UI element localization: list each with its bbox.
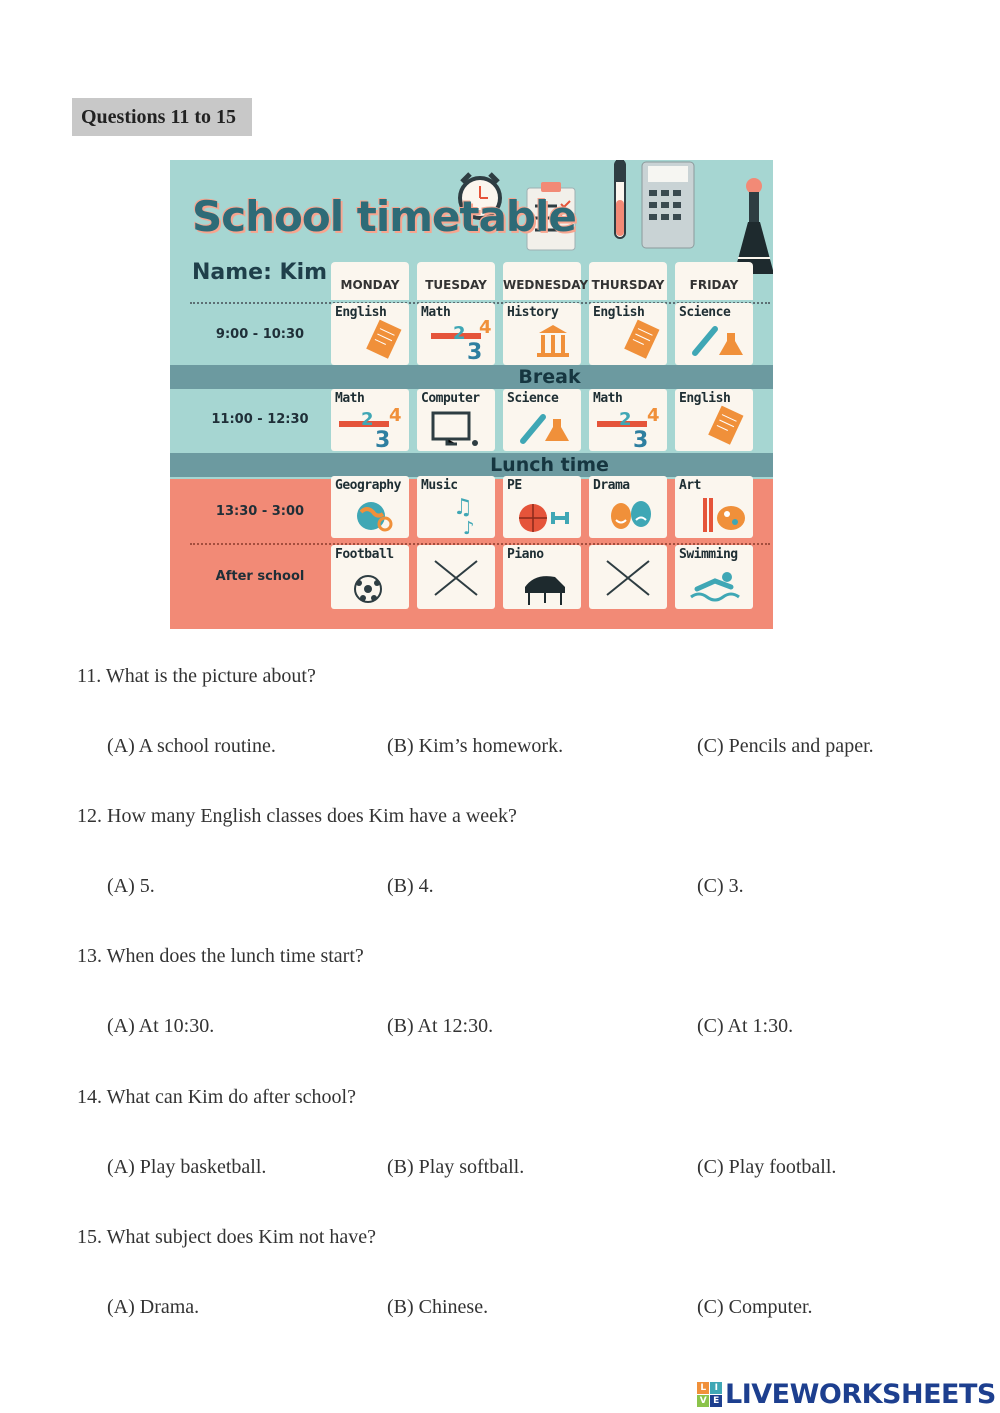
cell-tue-1 xyxy=(417,303,495,365)
logo-badge-icon: L I V E xyxy=(697,1382,722,1407)
cell-mon-4 xyxy=(331,545,409,609)
svg-text:♪: ♪ xyxy=(463,518,475,538)
subject-label: Drama xyxy=(593,478,630,493)
cell-tue-4 xyxy=(417,545,495,609)
cell-thu-3 xyxy=(589,476,667,538)
cell-tue-2 xyxy=(417,389,495,451)
q11-option-c: (C) Pencils and paper. xyxy=(697,735,874,757)
cell-fri-4 xyxy=(675,545,753,609)
q15-option-b: (B) Chinese. xyxy=(387,1296,489,1318)
lunch-label: Lunch time xyxy=(490,454,609,476)
q15-option-a: (A) Drama. xyxy=(107,1296,200,1318)
q12-option-b: (B) 4. xyxy=(387,875,434,897)
subject-label: English xyxy=(335,305,387,320)
question-12: 12. How many English classes does Kim have a week? xyxy=(77,805,517,827)
cell-tue-3 xyxy=(417,476,495,538)
student-name: Name: Kim xyxy=(192,260,328,285)
subject-label: Swimming xyxy=(679,547,738,562)
time-slot-1: 9:00 - 10:30 xyxy=(215,327,305,342)
cell-wed-3 xyxy=(503,476,581,538)
break-band xyxy=(170,365,773,389)
svg-text:♫: ♫ xyxy=(453,495,473,520)
q15-option-c: (C) Computer. xyxy=(697,1296,813,1318)
q12-option-c: (C) 3. xyxy=(697,875,744,897)
lunch-band xyxy=(170,453,773,477)
school-timetable-image xyxy=(170,160,773,629)
cell-wed-4 xyxy=(503,545,581,609)
subject-label: Math xyxy=(335,391,365,406)
subject-label: Math xyxy=(593,391,623,406)
time-slot-2: 11:00 - 12:30 xyxy=(211,412,309,427)
break-label: Break xyxy=(518,366,581,388)
q13-option-b: (B) At 12:30. xyxy=(387,1015,494,1037)
question-13: 13. When does the lunch time start? xyxy=(77,945,364,967)
cross-icon xyxy=(417,545,495,609)
subject-label: English xyxy=(593,305,645,320)
liveworksheets-logo[interactable] xyxy=(697,1376,996,1412)
section-header: Questions 11 to 15 xyxy=(72,98,252,136)
subject-label: Science xyxy=(507,391,559,406)
subject-label: Computer xyxy=(421,391,480,406)
cell-fri-3 xyxy=(675,476,753,538)
q14-option-a: (A) Play basketball. xyxy=(107,1156,267,1178)
q13-option-a: (A) At 10:30. xyxy=(107,1015,215,1037)
q12-option-a: (A) 5. xyxy=(107,875,155,897)
svg-text:4: 4 xyxy=(389,405,402,426)
cell-wed-2 xyxy=(503,389,581,451)
cell-thu-4 xyxy=(589,545,667,609)
cell-mon-3 xyxy=(331,476,409,538)
time-slot-after-school: After school xyxy=(215,569,305,584)
svg-text:2: 2 xyxy=(453,323,466,344)
subject-label: Football xyxy=(335,547,394,562)
cross-icon xyxy=(589,545,667,609)
svg-text:3: 3 xyxy=(467,340,483,365)
cell-thu-2 xyxy=(589,389,667,451)
test-tube-icon xyxy=(610,160,630,242)
day-wednesday: WEDNESDAY xyxy=(503,262,581,300)
svg-text:2: 2 xyxy=(361,409,374,430)
question-14: 14. What can Kim do after school? xyxy=(77,1086,356,1108)
q13-option-c: (C) At 1:30. xyxy=(697,1015,794,1037)
logo-text: LIVEWORKSHEETS xyxy=(725,1378,996,1410)
subject-label: English xyxy=(679,391,731,406)
svg-text:2: 2 xyxy=(619,409,632,430)
time-slot-3: 13:30 - 3:00 xyxy=(215,504,305,519)
cell-mon-1 xyxy=(331,303,409,365)
subject-label: Geography xyxy=(335,478,401,493)
q11-option-b: (B) Kim’s homework. xyxy=(387,735,564,757)
question-15: 15. What subject does Kim not have? xyxy=(77,1226,377,1248)
cell-mon-2 xyxy=(331,389,409,451)
day-tuesday: TUESDAY xyxy=(417,262,495,300)
question-11: 11. What is the picture about? xyxy=(77,665,316,687)
subject-label: Math xyxy=(421,305,451,320)
svg-text:4: 4 xyxy=(479,317,492,338)
svg-text:3: 3 xyxy=(375,428,391,451)
subject-label: PE xyxy=(507,478,522,493)
day-monday: MONDAY xyxy=(331,262,409,300)
cell-wed-1 xyxy=(503,303,581,365)
cell-fri-2 xyxy=(675,389,753,451)
q14-option-b: (B) Play softball. xyxy=(387,1156,525,1178)
cell-thu-1 xyxy=(589,303,667,365)
calculator-icon xyxy=(640,160,696,250)
svg-text:4: 4 xyxy=(647,405,660,426)
q14-option-c: (C) Play football. xyxy=(697,1156,837,1178)
svg-text:3: 3 xyxy=(633,428,649,451)
subject-label: Piano xyxy=(507,547,544,562)
subject-label: Art xyxy=(679,478,701,493)
day-thursday: THURSDAY xyxy=(589,262,667,300)
day-friday: FRIDAY xyxy=(675,262,753,300)
subject-label: Science xyxy=(679,305,731,320)
subject-label: History xyxy=(507,305,559,320)
cell-fri-1 xyxy=(675,303,753,365)
subject-label: Music xyxy=(421,478,458,493)
q11-option-a: (A) A school routine. xyxy=(107,735,276,757)
timetable-title: School timetable xyxy=(192,192,576,241)
